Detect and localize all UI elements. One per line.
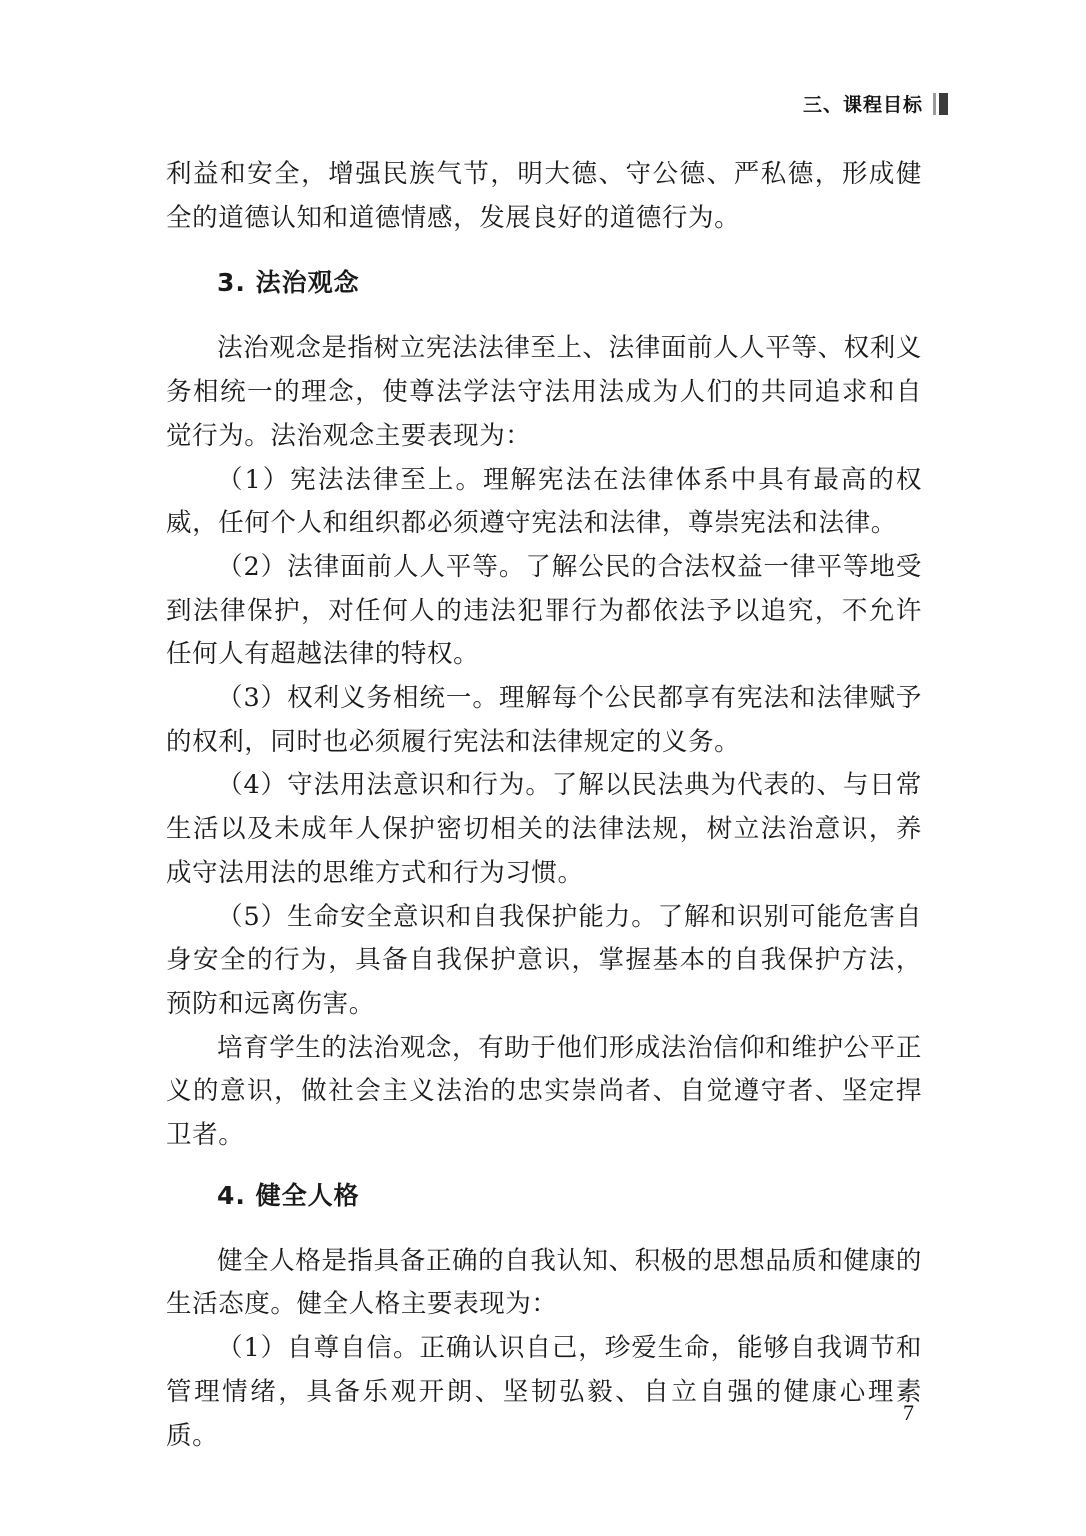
page-number: 7	[903, 1400, 914, 1425]
section-title: 三、课程目标	[802, 94, 923, 116]
sound-personality-item: （1）自尊自信。正确认识自己，珍爱生命，能够自我调节和管理情绪，具备乐观开朗、坚韧弘毅、自立自强的健康心理素质。	[166, 1333, 922, 1451]
heading-rule-of-law: 3. 法治观念	[217, 268, 360, 298]
header-bar-marks	[933, 93, 948, 115]
rule-of-law-item: （4）守法用法意识和行为。了解以民法典为代表的、与日常生活以及未成年人保护密切相关的法律法规，树立法治意识，养成守法用法的思维方式和行为习惯。	[166, 770, 922, 888]
body-text	[166, 153, 922, 1458]
header-thick-bar	[939, 93, 948, 115]
rule-of-law-item: （5）生命安全意识和自我保护能力。了解和识别可能危害自身安全的行为，具备自我保护意识，掌握基本的自我保护方法，预防和远离伤害。	[166, 901, 922, 1019]
sound-personality-intro: 健全人格是指具备正确的自我认知、积极的思想品质和健康的生活态度。健全人格主要表现为：	[166, 1245, 922, 1320]
rule-of-law-item: （3）权利义务相统一。理解每个公民都享有宪法和法律赋予的权利，同时也必须履行宪法和法律规定的义务。	[166, 683, 922, 757]
rule-of-law-item: （2）法律面前人人平等。了解公民的合法权益一律平等地受到法律保护，对任何人的违法犯罪行为都依法予以追究，不允许任何人有超越法律的特权。	[166, 551, 922, 670]
continuation-paragraph: 利益和安全，增强民族气节，明大德、守公德、严私德，形成健全的道德认知和道德情感，发展良好的道德行为。	[166, 159, 922, 233]
rule-of-law-conclusion: 培育学生的法治观念，有助于他们形成法治信仰和维护公平正义的意识，做社会主义法治的忠实崇尚者、自觉遵守者、坚定捍卫者。	[166, 1032, 922, 1151]
heading-sound-personality: 4. 健全人格	[217, 1180, 360, 1210]
rule-of-law-intro: 法治观念是指树立宪法法律至上、法律面前人人平等、权利义务相统一的理念，使尊法学法守法用法成为人们的共同追求和自觉行为。法治观念主要表现为：	[166, 333, 922, 451]
header-thin-bar	[933, 93, 936, 115]
running-header	[803, 90, 948, 117]
rule-of-law-item: （1）宪法法律至上。理解宪法在法律体系中具有最高的权威，任何个人和组织都必须遵守宪法和法律，尊崇宪法和法律。	[166, 464, 922, 539]
